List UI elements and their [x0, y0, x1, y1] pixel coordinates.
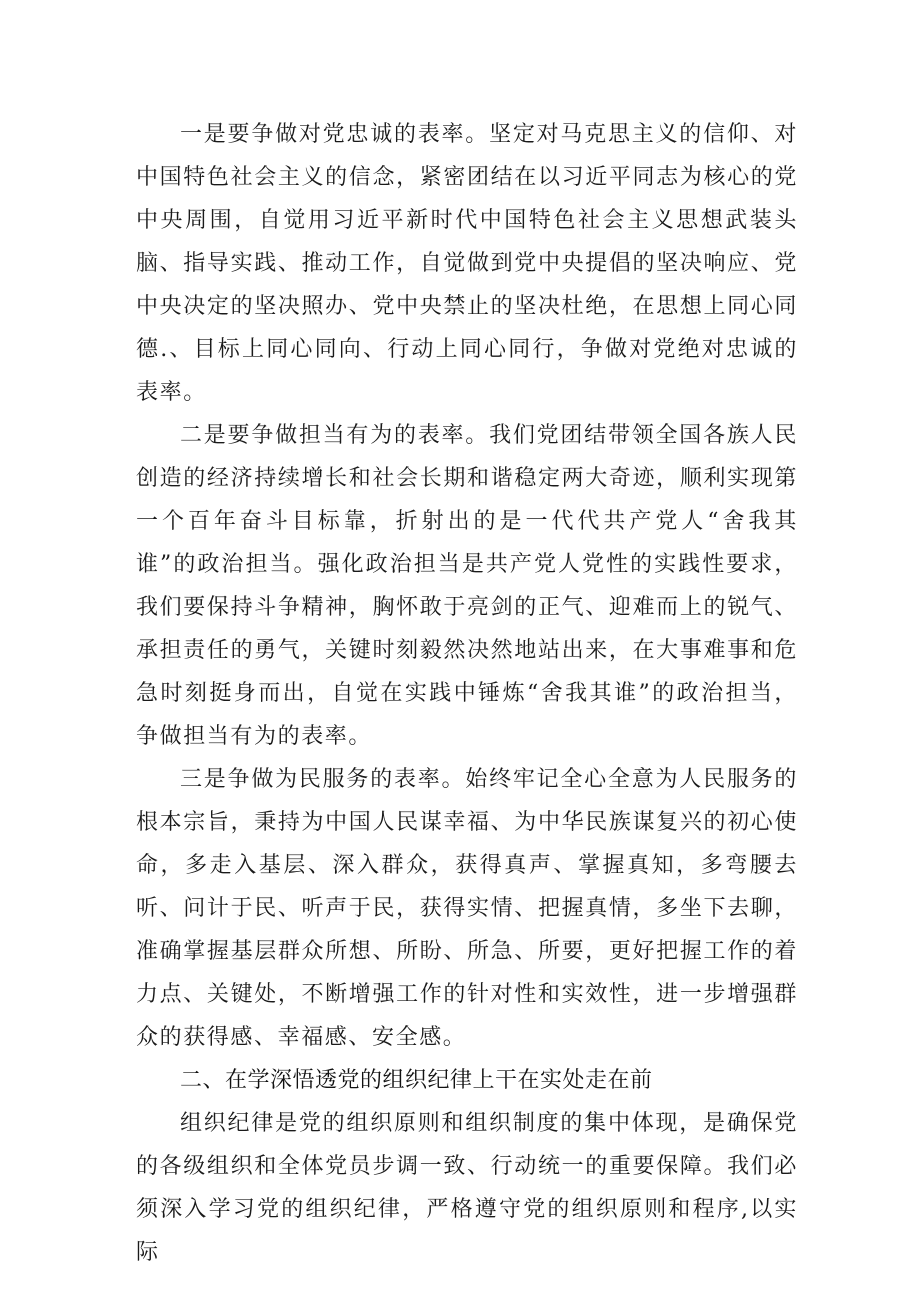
paragraph-service: 三是争做为民服务的表率。始终牢记全心全意为人民服务的根本宗旨，秉持为中国人民谋幸福、为中华民族谋复兴的初心使命，多走入基层、深入群众，获得真声、掌握真知，多弯腰去听、问计于民、听声于民，获得实情、把握真情，多坐下去聊，准确掌握基层群众所想、所盼、所急、所要，更好把握工作的着力点、关键处，不断增强工作的针对性和实效性，进一步增强群众的获得感、幸福感、安全感。 [136, 767, 798, 1050]
section-heading: 二、在学深悟透党的组织纪律上干在实处走在前 [180, 1068, 653, 1093]
paragraph-loyalty: 一是要争做对党忠诚的表率。坚定对马克思主义的信仰、对中国特色社会主义的信念，紧密团结在以习近平同志为核心的党中央周围，自觉用习近平新时代中国特色社会主义思想武装头脑、指导实践、推动工作，自觉做到党中央提倡的坚决响应、党中央决定的坚决照办、党中央禁止的坚决杜绝，在思想上同心同德.、目标上同心同向、行动上同心同行，争做对党绝对忠诚的表率。 [136, 122, 798, 405]
document-body [136, 113, 798, 1274]
paragraph-responsibility: 二是要争做担当有为的表率。我们党团结带领全国各族人民创造的经济持续增长和社会长期和谐稳定两大奇迹，顺利实现第一个百年奋斗目标靠，折射出的是一代代共产党人“舍我其谁”的政治担当。强化政治担当是共产党人党性的实践性要求，我们要保持斗争精神，胸怀敢于亮剑的正气、迎难而上的锐气、承担责任的勇气，关键时刻毅然决然地站出来，在大事难事和危急时刻挺身而出，自觉在实践中锤炼“舍我其谁”的政治担当，争做担当有为的表率。 [136, 423, 798, 749]
paragraph-organization-discipline: 组织纪律是党的组织原则和组织制度的集中体现，是确保党的各级组织和全体党员步调一致、行动统一的重要保障。我们必须深入学习党的组织纪律，严格遵守党的组织原则和程序,以实际 [136, 1111, 798, 1265]
